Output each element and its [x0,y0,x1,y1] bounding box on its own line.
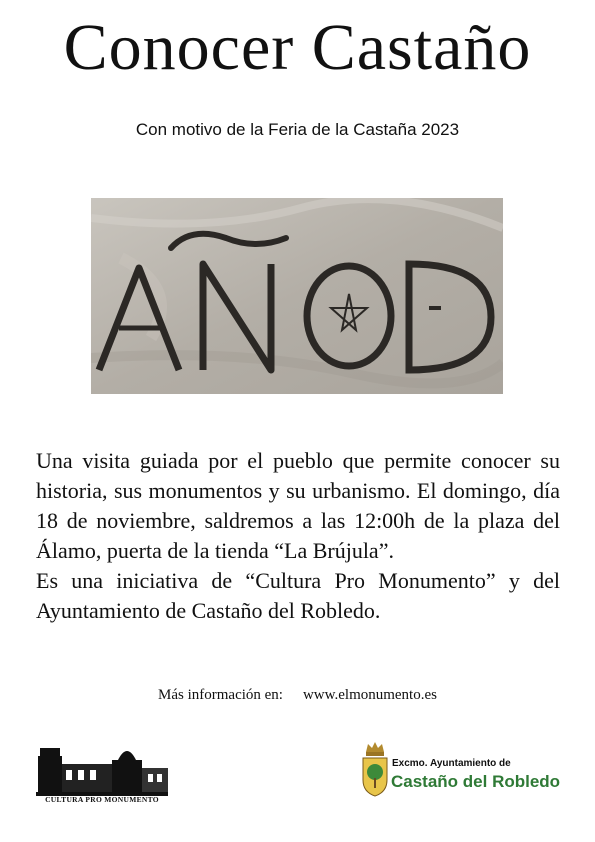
ayuntamiento-label: Excmo. Ayuntamiento de [392,758,511,769]
description [36,446,560,626]
website-link[interactable]: www.elmonumento.es [302,687,437,703]
castano-del-robledo-label: Castaño del Robledo [391,772,561,791]
page-title: Conocer Castaño [63,11,532,84]
carved-stone-photo [91,198,503,394]
more-info-label: Más información en: [158,687,283,703]
description-paragraph-2: Es una iniciativa de “Cultura Pro Monumento” y del Ayuntamiento de Castaño del Robledo. [36,568,560,623]
cultura-pro-monumento-caption: CULTURA PRO MONUMENTO [45,795,159,804]
description-paragraph-1: Una visita guiada por el pueblo que permite conocer su historia, sus monumentos y su urbanismo. El domingo, día 18 de noviembre, saldremos a las 12:00h de la plaza del Álamo, puerta de la tienda “La Brújula”. [36,448,560,563]
more-info [0,687,595,704]
subtitle: Con motivo de la Feria de la Castaña 2023 [135,120,460,139]
coat-of-arms-icon [360,740,390,798]
